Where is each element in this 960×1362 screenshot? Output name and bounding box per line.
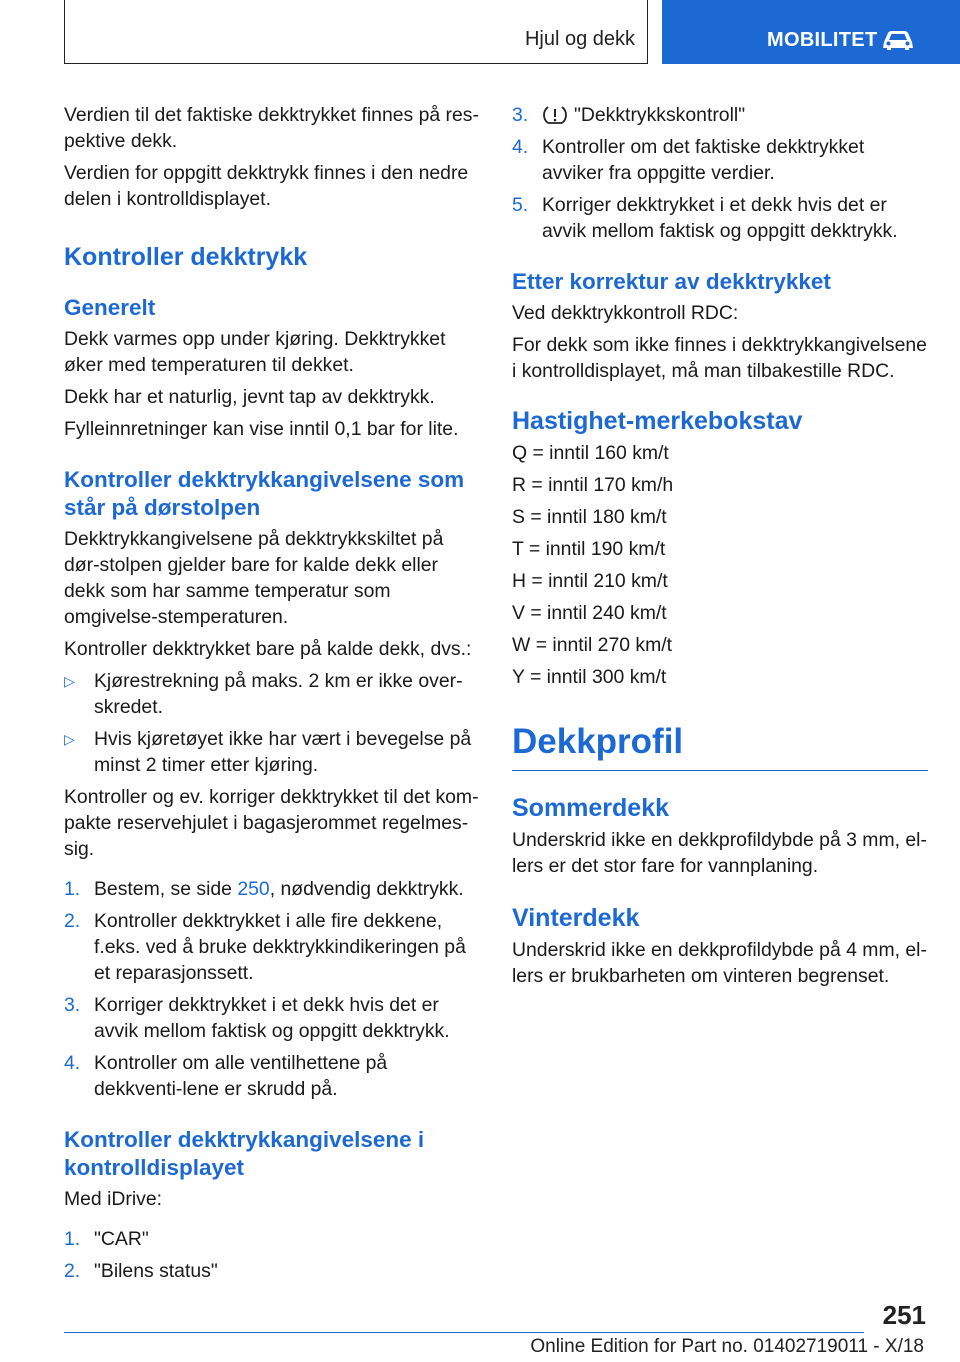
dorstolpe-paragraph-3: Kontroller og ev. korriger dekktrykket til det kom-pakte reservehjulet i bagasjerommet regelmes-sig.: [64, 786, 479, 860]
list-item: ▷ Hvis kjøretøyet ikke har vært i bevegelse på minst 2 timer etter kjøring.: [64, 728, 472, 776]
footer-edition: Online Edition for Part no. 01402719011 - X/18: [530, 1336, 924, 1357]
car-icon: [880, 28, 916, 52]
heading-sommerdekk: Sommerdekk: [512, 794, 670, 822]
list-item: ▷ Kjørestrekning på maks. 2 km er ikke over-skredet.: [64, 670, 463, 718]
triangle-bullet-icon: ▷: [64, 731, 75, 747]
tire-pressure-warning-icon: [542, 105, 568, 125]
dorstolpe-paragraph-1: Dekktrykkangivelsene på dekktrykkskiltet på dør-stolpen gjelder bare for kalde dekk eller dekk som har samme temperatur som omgivelse-stemperaturen.: [64, 528, 444, 628]
etter-paragraph-1: Ved dekktrykkontroll RDC:: [512, 302, 739, 324]
speed-rating-item: S = inntil 180 km/t: [512, 506, 667, 528]
speed-rating-list: [512, 440, 928, 690]
dorstolpe-paragraph-2: Kontroller dekktrykket bare på kalde dekk, dvs.:: [64, 638, 472, 660]
header-section-title: Hjul og dekk: [524, 28, 635, 50]
speed-rating-item: H = inntil 210 km/t: [512, 570, 668, 592]
vinterdekk-paragraph: Underskrid ikke en dekkprofildybde på 4 mm, el-lers er brukbarheten om vinteren begrenset.: [512, 939, 927, 987]
header-section-box: [64, 0, 648, 64]
generelt-paragraph-3: Fylleinnretninger kan vise inntil 0,1 bar for lite.: [64, 418, 459, 440]
idrive-intro: Med iDrive:: [64, 1188, 163, 1210]
right-column: [512, 102, 928, 995]
page-link-250[interactable]: 250: [237, 878, 270, 900]
speed-rating-item: V = inntil 240 km/t: [512, 602, 667, 624]
heading-generelt: Generelt: [64, 295, 156, 320]
etter-paragraph-2: For dekk som ikke finnes i dekktrykkangivelsene i kontrolldisplayet, må man tilbakestille RDC.: [512, 334, 927, 382]
speed-rating-item: T = inntil 190 km/t: [512, 538, 666, 560]
list-item: 5. Korriger dekktrykket i et dekk hvis det er avvik mellom faktisk og oppgitt dekktrykk.: [512, 194, 898, 242]
triangle-bullet-icon: ▷: [64, 673, 75, 689]
list-item: 4. Kontroller om det faktiske dekktrykket avviker fra oppgitte verdier.: [512, 136, 865, 184]
list-item: 4. Kontroller om alle ventilhettene på dekkventi-lene er skrudd på.: [64, 1052, 388, 1100]
heading-vinterdekk: Vinterdekk: [512, 904, 640, 932]
list-item: 2. Kontroller dekktrykket i alle fire dekkene, f.eks. ved å bruke dekktrykkindikeringen på et reparasjonssett.: [64, 910, 466, 984]
speed-rating-item: Q = inntil 160 km/t: [512, 442, 669, 464]
heading-kontrolldisplay: Kontroller dekktrykkangivelsene i kontrolldisplayet: [64, 1127, 425, 1180]
heading-kontroller-dekktrykk: Kontroller dekktrykk: [64, 243, 308, 271]
steps-list: [64, 876, 480, 1102]
footer-divider: [64, 1332, 864, 1333]
heading-dekkprofil: Dekkprofil: [512, 720, 928, 771]
generelt-paragraph-1: Dekk varmes opp under kjøring. Dekktrykket øker med temperaturen til dekket.: [64, 328, 446, 376]
list-item: 3. "Dekktrykkskontroll": [512, 104, 746, 126]
page-number: 251: [882, 1300, 926, 1330]
speed-rating-item: Y = inntil 300 km/t: [512, 666, 667, 688]
list-item: 1. "CAR": [64, 1228, 149, 1250]
heading-hastighet: Hastighet-merkebokstav: [512, 407, 803, 435]
idrive-steps-list: [64, 1226, 480, 1284]
intro-paragraph-1: Verdien til det faktiske dekktrykket finnes på res-pektive dekk.: [64, 104, 479, 152]
speed-rating-item: R = inntil 170 km/h: [512, 474, 674, 496]
list-item: 2. "Bilens status": [64, 1260, 218, 1282]
heading-dorstolpe: Kontroller dekktrykkangivelsene som står på dørstolpen: [64, 467, 465, 520]
speed-rating-item: W = inntil 270 km/t: [512, 634, 673, 656]
header-chapter-title: MOBILITET: [767, 29, 878, 51]
list-item: 3. Korriger dekktrykket i et dekk hvis det er avvik mellom faktisk og oppgitt dekktrykk.: [64, 994, 450, 1042]
steps-list-continued: [512, 102, 928, 244]
intro-paragraph-2: Verdien for oppgitt dekktrykk finnes i den nedre delen i kontrolldisplayet.: [64, 162, 469, 210]
generelt-paragraph-2: Dekk har et naturlig, jevnt tap av dekktrykk.: [64, 386, 435, 408]
header-chapter-tab: [662, 0, 960, 64]
heading-etter-korrektur: Etter korrektur av dekktrykket: [512, 269, 831, 294]
list-item: 1. Bestem, se side 250, nødvendig dekktrykk.: [64, 878, 464, 900]
left-column: [64, 102, 480, 1290]
sommerdekk-paragraph: Underskrid ikke en dekkprofildybde på 3 mm, el-lers er det stor fare for vannplaning.: [512, 829, 927, 877]
bullet-list: [64, 668, 480, 778]
